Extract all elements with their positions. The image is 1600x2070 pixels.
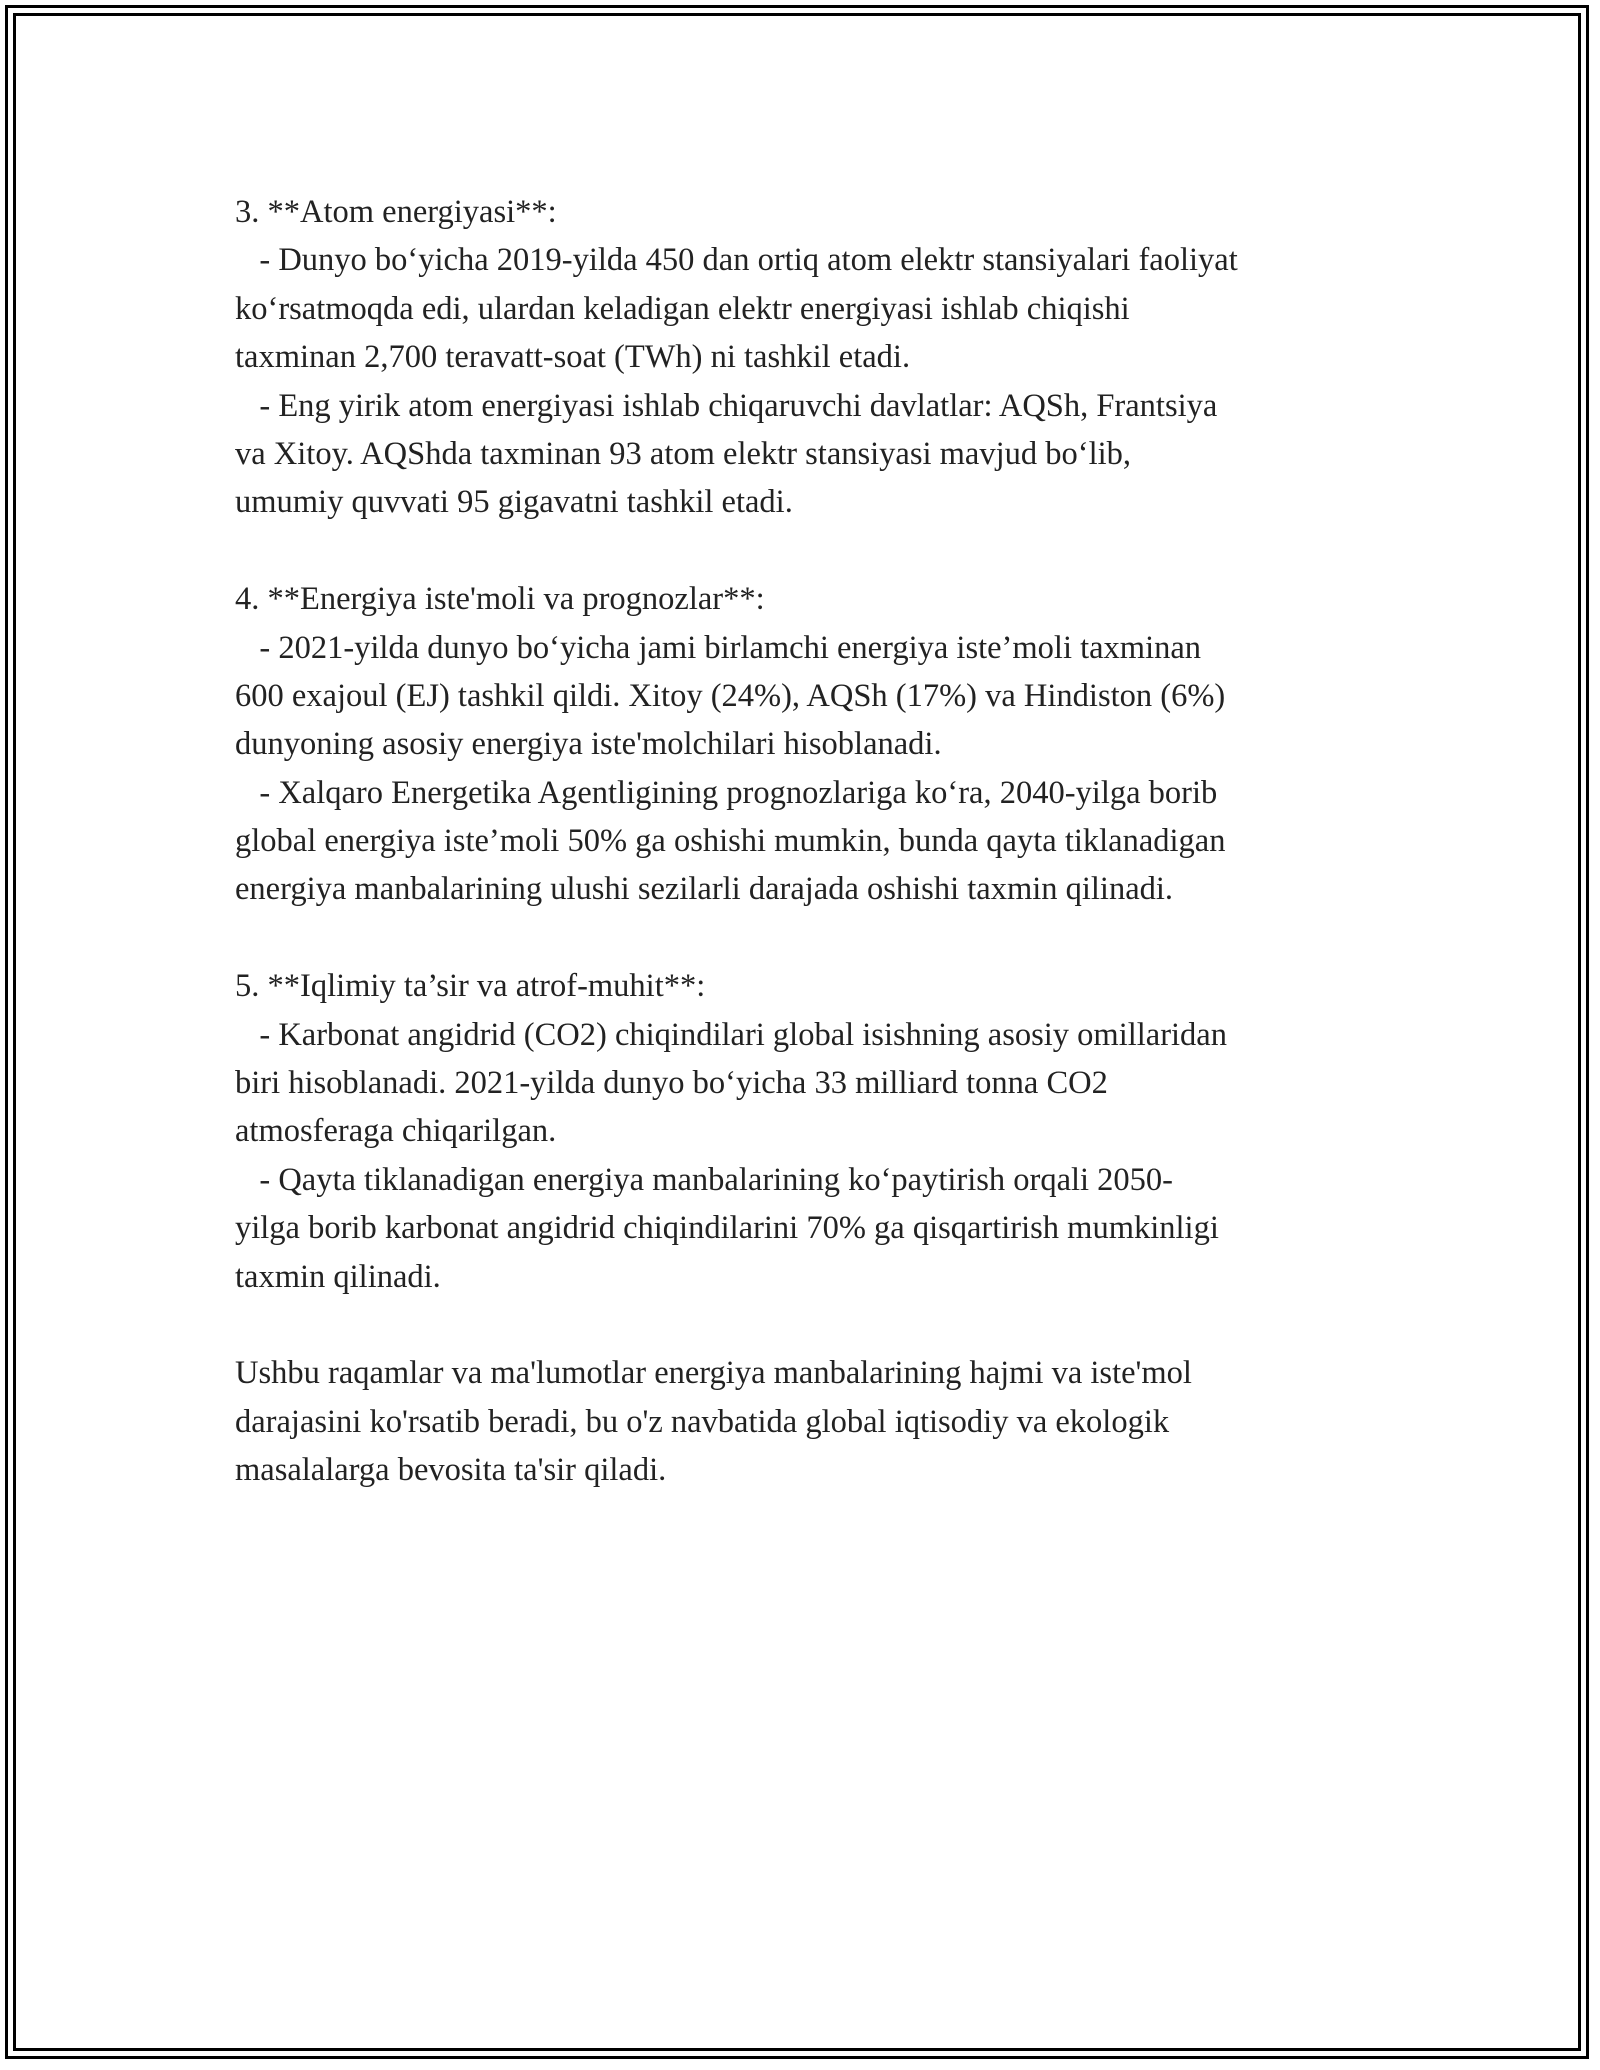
paragraph-line: Ushbu raqamlar va ma'lumotlar energiya manbalarining hajmi va iste'mol [235, 1355, 1192, 1392]
paragraph-line: umumiy quvvati 95 gigavatni tashkil etadi. [235, 484, 793, 521]
paragraph-line: taxminan 2,700 teravatt-soat (TWh) ni tashkil etadi. [235, 339, 911, 376]
paragraph-gap [235, 1301, 1375, 1349]
paragraph-line: - Dunyo bo‘yicha 2019-yilda 450 dan ortiq atom elektr stansiyalari faoliyat [235, 242, 1238, 279]
document-body [235, 188, 1375, 1495]
paragraph-line: 600 exajoul (EJ) tashkil qildi. Xitoy (24%), AQSh (17%) va Hindiston (6%) [235, 677, 1226, 714]
paragraph-line: - 2021-yilda dunyo bo‘yicha jami birlamchi energiya iste’moli taxminan [235, 629, 1202, 666]
paragraph-gap [235, 914, 1375, 962]
section-heading: 4. **Energiya iste'moli va prognozlar**: [235, 581, 765, 618]
section-climate-impact [235, 962, 1375, 1301]
paragraph-line: ko‘rsatmoqda edi, ulardan keladigan elektr energiyasi ishlab chiqishi [235, 290, 1130, 327]
paragraph-line: yilga borib karbonat angidrid chiqindilarini 70% ga qisqartirish mumkinligi [235, 1210, 1219, 1247]
paragraph-line: global energiya iste’moli 50% ga oshishi mumkin, bunda qayta tiklanadigan [235, 823, 1226, 860]
paragraph-line: taxmin qilinadi. [235, 1258, 441, 1295]
section-heading: 3. **Atom energiyasi**: [235, 194, 557, 230]
paragraph-line: - Karbonat angidrid (CO2) chiqindilari global isishning asosiy omillaridan [235, 1016, 1227, 1053]
paragraph-line: dunyoning asosiy energiya iste'molchilari hisoblanadi. [235, 726, 942, 763]
paragraph-line: - Xalqaro Energetika Agentligining prognozlariga ko‘ra, 2040-yilga borib [235, 774, 1218, 811]
section-heading: 5. **Iqlimiy ta’sir va atrof-muhit**: [235, 968, 706, 1005]
section-energy-consumption [235, 575, 1375, 914]
paragraph-line: darajasini ko'rsatib beradi, bu o'z navbatida global iqtisodiy va ekologik [235, 1403, 1170, 1440]
paragraph-line: energiya manbalarining ulushi sezilarli darajada oshishi taxmin qilinadi. [235, 871, 1174, 908]
conclusion-paragraph [235, 1349, 1375, 1494]
paragraph-line: - Qayta tiklanadigan energiya manbalarining ko‘paytirish orqali 2050- [235, 1161, 1174, 1198]
paragraph-line: atmosferaga chiqarilgan. [235, 1113, 557, 1150]
paragraph-gap [235, 527, 1375, 575]
section-atom-energy [235, 188, 1375, 527]
paragraph-line: - Eng yirik atom energiyasi ishlab chiqaruvchi davlatlar: AQSh, Frantsiya [235, 387, 1218, 424]
paragraph-line: biri hisoblanadi. 2021-yilda dunyo bo‘yicha 33 milliard tonna CO2 [235, 1065, 1108, 1102]
paragraph-line: masalalarga bevosita ta'sir qiladi. [235, 1452, 667, 1489]
paragraph-line: va Xitoy. AQShda taxminan 93 atom elektr stansiyasi mavjud bo‘lib, [235, 435, 1132, 472]
